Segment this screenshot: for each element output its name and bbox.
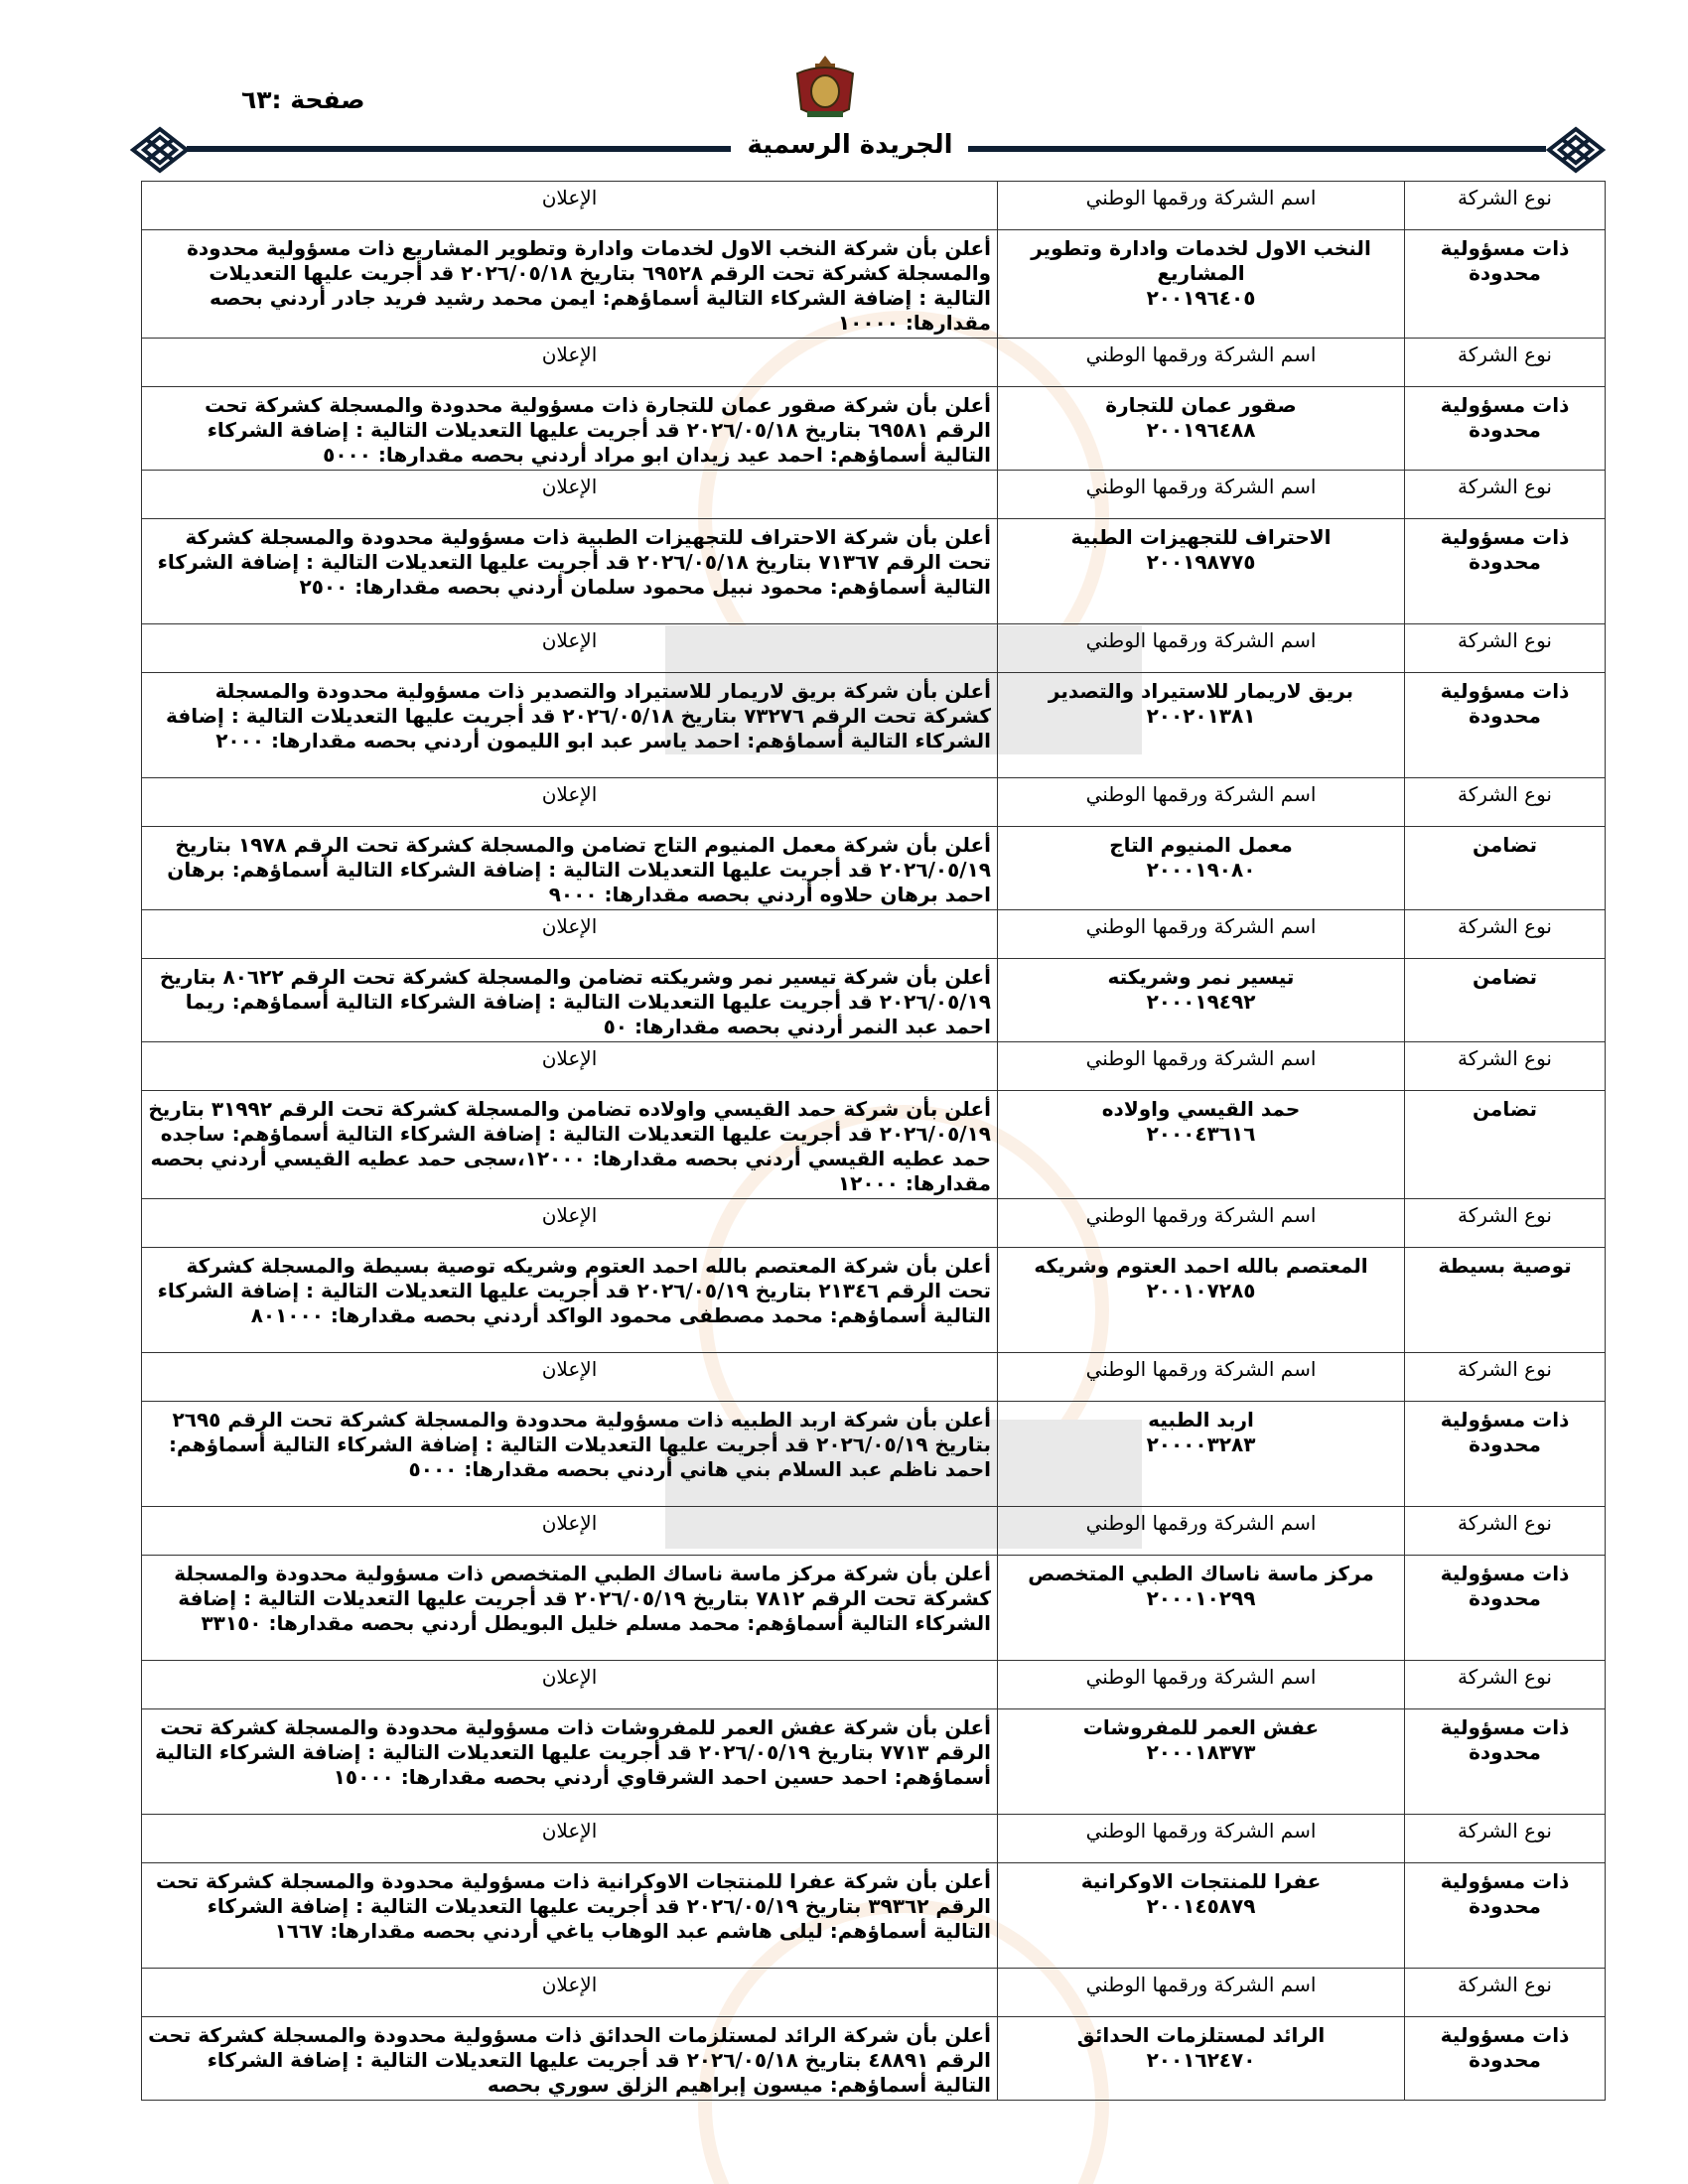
company-name: اربد الطبيه bbox=[1148, 1408, 1254, 1432]
header-name-label: اسم الشركة ورقمها الوطني bbox=[998, 1042, 1405, 1091]
company-name-cell bbox=[998, 1402, 1405, 1507]
announcement-row bbox=[142, 1863, 1606, 1969]
announcement-text: أعلن بأن شركة تيسير نمر وشريكته تضامن والمسجلة كشركة تحت الرقم ٨٠٦٢٢ بتاريخ ٢٠٢٦/٠٥/١٩ قد أجريت عليها التعديلات التالية : إضافة الشركاء التالية أسماؤهم: ريما احمد عبد النمر أردني بحصه مقدارها: ٥٠ bbox=[142, 959, 998, 1042]
ornament-knot-left bbox=[129, 125, 191, 175]
announcement-text: أعلن بأن شركة المعتصم بالله احمد العتوم وشريكه توصية بسيطة والمسجلة كشركة تحت الرقم ٢١٣٤٦ بتاريخ ٢٠٢٦/٠٥/١٩ قد أجريت عليها التعديلات التالية : إضافة الشركاء التالية أسماؤهم: محمد مصطفى محمود الواكد أردني بحصه مقدارها: ٨٠١٠٠٠ bbox=[142, 1248, 998, 1353]
header-row bbox=[142, 778, 1606, 827]
announcement-text: أعلن بأن شركة الاحتراف للتجهيزات الطبية ذات مسؤولية محدودة والمسجلة كشركة تحت الرقم ٧١٣٦٧ بتاريخ ٢٠٢٦/٠٥/١٨ قد أجريت عليها التعديلات التالية : إضافة الشركاء التالية أسماؤهم: محمود نبيل محمود سلمان أردني بحصه مقدارها: ٢٥٠٠ bbox=[142, 519, 998, 624]
header-name-label: اسم الشركة ورقمها الوطني bbox=[998, 1661, 1405, 1709]
company-name-cell bbox=[998, 959, 1405, 1042]
company-type: ذات مسؤولية محدودة bbox=[1405, 519, 1606, 624]
header-name-label: اسم الشركة ورقمها الوطني bbox=[998, 1815, 1405, 1863]
company-name: عفش العمر للمفروشات bbox=[1082, 1715, 1320, 1739]
header-announcement-label: الإعلان bbox=[142, 1661, 998, 1709]
page-number: صفحة :٦٣ bbox=[241, 85, 365, 114]
header-type-label: نوع الشركة bbox=[1405, 1042, 1606, 1091]
company-name-cell bbox=[998, 1091, 1405, 1199]
header-announcement-label: الإعلان bbox=[142, 778, 998, 827]
announcement-text: أعلن بأن شركة الرائد لمستلزمات الحدائق ذات مسؤولية محدودة والمسجلة كشركة تحت الرقم ٤٨٨٩١ بتاريخ ٢٠٢٦/٠٥/١٨ قد أجريت عليها التعديلات التالية : إضافة الشركاء التالية أسماؤهم: ميسون إبراهيم الزلق سوري بحصه bbox=[142, 2017, 998, 2101]
header-announcement-label: الإعلان bbox=[142, 624, 998, 673]
company-national-number: ٢٠٠٠١٩٤٩٢ bbox=[1146, 990, 1256, 1014]
header-row bbox=[142, 1969, 1606, 2017]
header-name-label: اسم الشركة ورقمها الوطني bbox=[998, 1969, 1405, 2017]
header-row bbox=[142, 1199, 1606, 1248]
header-rule-right bbox=[968, 146, 1546, 152]
header-announcement-label: الإعلان bbox=[142, 182, 998, 230]
header-row bbox=[142, 1815, 1606, 1863]
header-type-label: نوع الشركة bbox=[1405, 778, 1606, 827]
header-type-label: نوع الشركة bbox=[1405, 1661, 1606, 1709]
company-name: بريق لاريمار للاستيراد والتصدير bbox=[1048, 679, 1354, 703]
company-national-number: ٢٠٠٠١٨٣٧٣ bbox=[1146, 1740, 1256, 1764]
header-row bbox=[142, 182, 1606, 230]
company-national-number: ٢٠٠١٩٦٤٠٥ bbox=[1146, 286, 1256, 310]
header-name-label: اسم الشركة ورقمها الوطني bbox=[998, 778, 1405, 827]
header-name-label: اسم الشركة ورقمها الوطني bbox=[998, 471, 1405, 519]
company-type: ذات مسؤولية محدودة bbox=[1405, 1863, 1606, 1969]
header-rule-left bbox=[187, 146, 731, 152]
company-name: المعتصم بالله احمد العتوم وشريكه bbox=[1034, 1254, 1368, 1278]
header-announcement-label: الإعلان bbox=[142, 1042, 998, 1091]
announcement-text: أعلن بأن شركة عفش العمر للمفروشات ذات مسؤولية محدودة والمسجلة كشركة تحت الرقم ٧٧١٣ بتاريخ ٢٠٢٦/٠٥/١٩ قد أجريت عليها التعديلات التالية : إضافة الشركاء التالية أسماؤهم: احمد حسين احمد الشرقاوي أردني بحصه مقدارها: ١٥٠٠٠ bbox=[142, 1709, 998, 1815]
header-name-label: اسم الشركة ورقمها الوطني bbox=[998, 339, 1405, 387]
header-announcement-label: الإعلان bbox=[142, 339, 998, 387]
company-national-number: ٢٠٠٠٠٣٢٨٣ bbox=[1146, 1433, 1256, 1456]
header-row bbox=[142, 1353, 1606, 1402]
header-name-label: اسم الشركة ورقمها الوطني bbox=[998, 182, 1405, 230]
company-name: تيسير نمر وشريكته bbox=[1107, 965, 1295, 989]
company-type: تضامن bbox=[1405, 959, 1606, 1042]
header-type-label: نوع الشركة bbox=[1405, 471, 1606, 519]
company-name: صقور عمان للتجارة bbox=[1105, 393, 1297, 417]
company-name: مركز ماسة ناساك الطبي المتخصص bbox=[1028, 1562, 1374, 1585]
company-national-number: ٢٠٠٢٠١٣٨١ bbox=[1146, 704, 1256, 728]
header-announcement-label: الإعلان bbox=[142, 1507, 998, 1556]
header-announcement-label: الإعلان bbox=[142, 1969, 998, 2017]
company-type: ذات مسؤولية محدودة bbox=[1405, 230, 1606, 339]
company-national-number: ٢٠٠١٤٥٨٧٩ bbox=[1146, 1894, 1256, 1918]
header-name-label: اسم الشركة ورقمها الوطني bbox=[998, 1507, 1405, 1556]
ornament-knot-right bbox=[1545, 125, 1607, 175]
announcement-row bbox=[142, 673, 1606, 778]
header-type-label: نوع الشركة bbox=[1405, 624, 1606, 673]
header-name-label: اسم الشركة ورقمها الوطني bbox=[998, 624, 1405, 673]
company-name-cell bbox=[998, 230, 1405, 339]
company-name-cell bbox=[998, 673, 1405, 778]
announcement-text: أعلن بأن شركة بريق لاريمار للاستيراد والتصدير ذات مسؤولية محدودة والمسجلة كشركة تحت الرقم ٧٣٢٧٦ بتاريخ ٢٠٢٦/٠٥/١٨ قد أجريت عليها التعديلات التالية : إضافة الشركاء التالية أسماؤهم: احمد ياسر عبد ابو الليمون أردني بحصه مقدارها: ٢٠٠٠ bbox=[142, 673, 998, 778]
coat-of-arms-emblem bbox=[789, 52, 861, 123]
announcement-row bbox=[142, 1091, 1606, 1199]
announcement-row bbox=[142, 1709, 1606, 1815]
header-type-label: نوع الشركة bbox=[1405, 1353, 1606, 1402]
company-national-number: ٢٠٠١٦٢٤٧٠ bbox=[1146, 2048, 1256, 2072]
company-national-number: ٢٠٠٠١٩٠٨٠ bbox=[1146, 858, 1256, 882]
header-type-label: نوع الشركة bbox=[1405, 1199, 1606, 1248]
header-row bbox=[142, 1661, 1606, 1709]
company-name-cell bbox=[998, 519, 1405, 624]
announcement-row bbox=[142, 959, 1606, 1042]
header-announcement-label: الإعلان bbox=[142, 1199, 998, 1248]
company-type: ذات مسؤولية محدودة bbox=[1405, 673, 1606, 778]
announcement-row bbox=[142, 1402, 1606, 1507]
announcement-row bbox=[142, 387, 1606, 471]
gazette-title: الجريدة الرسمية bbox=[747, 130, 953, 160]
announcement-text: أعلن بأن شركة مركز ماسة ناساك الطبي المتخصص ذات مسؤولية محدودة والمسجلة كشركة تحت الرقم ٧٨١٢ بتاريخ ٢٠٢٦/٠٥/١٩ قد أجريت عليها التعديلات التالية : إضافة الشركاء التالية أسماؤهم: محمد مسلم خليل البويطل أردني بحصه مقدارها: ٣٣١٥٠ bbox=[142, 1556, 998, 1661]
header-type-label: نوع الشركة bbox=[1405, 182, 1606, 230]
company-name-cell bbox=[998, 1248, 1405, 1353]
company-name: عفرا للمنتجات الاوكرانية bbox=[1080, 1869, 1322, 1893]
header-announcement-label: الإعلان bbox=[142, 1815, 998, 1863]
announcement-text: أعلن بأن شركة اربد الطبيه ذات مسؤولية محدودة والمسجلة كشركة تحت الرقم ٢٦٩٥ بتاريخ ٢٠٢٦/٠٥/١٩ قد أجريت عليها التعديلات التالية : إضافة الشركاء التالية أسماؤهم: احمد ناظم عبد السلام بني هاني أردني بحصه مقدارها: ٥٠٠٠ bbox=[142, 1402, 998, 1507]
company-national-number: ٢٠٠١٠٧٢٨٥ bbox=[1146, 1279, 1256, 1302]
company-name: الاحتراف للتجهيزات الطبية bbox=[1070, 525, 1332, 549]
company-type: ذات مسؤولية محدودة bbox=[1405, 387, 1606, 471]
header-type-label: نوع الشركة bbox=[1405, 339, 1606, 387]
header-row bbox=[142, 1507, 1606, 1556]
announcement-text: أعلن بأن شركة حمد القيسي واولاده تضامن والمسجلة كشركة تحت الرقم ٣١٩٩٢ بتاريخ ٢٠٢٦/٠٥/١٩ قد أجريت عليها التعديلات التالية : إضافة الشركاء التالية أسماؤهم: ساجده حمد عطيه القيسي أردني بحصه مقدارها: ١٢٠٠٠،سجى حمد عطيه القيسي أردني بحصه مقدارها: ١٢٠٠٠ bbox=[142, 1091, 998, 1199]
header-row bbox=[142, 1042, 1606, 1091]
announcement-text: أعلن بأن شركة معمل المنيوم التاج تضامن والمسجلة كشركة تحت الرقم ١٩٧٨ بتاريخ ٢٠٢٦/٠٥/١٩ قد أجريت عليها التعديلات التالية : إضافة الشركاء التالية أسماؤهم: برهان احمد برهان حلاوه أردني بحصه مقدارها: ٩٠٠٠ bbox=[142, 827, 998, 910]
company-name-cell bbox=[998, 1863, 1405, 1969]
company-national-number: ٢٠٠١٩٨٧٧٥ bbox=[1146, 550, 1256, 574]
company-name: معمل المنيوم التاج bbox=[1109, 833, 1293, 857]
company-name-cell bbox=[998, 387, 1405, 471]
header-name-label: اسم الشركة ورقمها الوطني bbox=[998, 1353, 1405, 1402]
company-national-number: ٢٠٠١٩٦٤٨٨ bbox=[1146, 418, 1256, 442]
company-name-cell bbox=[998, 1709, 1405, 1815]
company-type: ذات مسؤولية محدودة bbox=[1405, 1709, 1606, 1815]
announcement-text: أعلن بأن شركة صقور عمان للتجارة ذات مسؤولية محدودة والمسجلة كشركة تحت الرقم ٦٩٥٨١ بتاريخ ٢٠٢٦/٠٥/١٨ قد أجريت عليها التعديلات التالية : إضافة الشركاء التالية أسماؤهم: احمد عيد زيدان ابو مراد أردني بحصه مقدارها: ٥٠٠٠ bbox=[142, 387, 998, 471]
announcement-row bbox=[142, 230, 1606, 339]
header-row bbox=[142, 624, 1606, 673]
announcement-row bbox=[142, 2017, 1606, 2101]
company-type: توصية بسيطة bbox=[1405, 1248, 1606, 1353]
header-type-label: نوع الشركة bbox=[1405, 1969, 1606, 2017]
announcement-text: أعلن بأن شركة عفرا للمنتجات الاوكرانية ذات مسؤولية محدودة والمسجلة كشركة تحت الرقم ٣٩٣٦٢ بتاريخ ٢٠٢٦/٠٥/١٩ قد أجريت عليها التعديلات التالية : إضافة الشركاء التالية أسماؤهم: ليلى هاشم عبد الوهاب ياغي أردني بحصه مقدارها: ١٦٦٧ bbox=[142, 1863, 998, 1969]
company-name-cell bbox=[998, 827, 1405, 910]
company-name: الرائد لمستلزمات الحدائق bbox=[1076, 2023, 1326, 2047]
header-name-label: اسم الشركة ورقمها الوطني bbox=[998, 1199, 1405, 1248]
announcement-row bbox=[142, 1248, 1606, 1353]
header-row bbox=[142, 471, 1606, 519]
company-name-cell bbox=[998, 1556, 1405, 1661]
company-national-number: ٢٠٠٠١٠٢٩٩ bbox=[1146, 1586, 1256, 1610]
company-national-number: ٢٠٠٠٤٣٦١٦ bbox=[1146, 1122, 1256, 1146]
header-type-label: نوع الشركة bbox=[1405, 1507, 1606, 1556]
company-type: ذات مسؤولية محدودة bbox=[1405, 2017, 1606, 2101]
announcement-row bbox=[142, 827, 1606, 910]
announcements-table bbox=[141, 181, 1606, 2101]
company-type: ذات مسؤولية محدودة bbox=[1405, 1402, 1606, 1507]
company-name: حمد القيسي واولاده bbox=[1101, 1097, 1301, 1121]
announcement-text: أعلن بأن شركة النخب الاول لخدمات وادارة وتطوير المشاريع ذات مسؤولية محدودة والمسجلة كشركة تحت الرقم ٦٩٥٢٨ بتاريخ ٢٠٢٦/٠٥/١٨ قد أجريت عليها التعديلات التالية : إضافة الشركاء التالية أسماؤهم: ايمن محمد رشيد فريد جادر أردني بحصه مقدارها: ١٠٠٠٠ bbox=[142, 230, 998, 339]
company-type: ذات مسؤولية محدودة bbox=[1405, 1556, 1606, 1661]
header-type-label: نوع الشركة bbox=[1405, 1815, 1606, 1863]
header-row bbox=[142, 910, 1606, 959]
company-name: النخب الاول لخدمات وادارة وتطوير المشاريع bbox=[1031, 236, 1371, 285]
header-announcement-label: الإعلان bbox=[142, 1353, 998, 1402]
company-type: تضامن bbox=[1405, 1091, 1606, 1199]
announcement-row bbox=[142, 519, 1606, 624]
announcement-row bbox=[142, 1556, 1606, 1661]
header-type-label: نوع الشركة bbox=[1405, 910, 1606, 959]
header-announcement-label: الإعلان bbox=[142, 471, 998, 519]
header-announcement-label: الإعلان bbox=[142, 910, 998, 959]
company-type: تضامن bbox=[1405, 827, 1606, 910]
company-name-cell bbox=[998, 2017, 1405, 2101]
announcements-table-body bbox=[142, 182, 1606, 2101]
header-name-label: اسم الشركة ورقمها الوطني bbox=[998, 910, 1405, 959]
header-row bbox=[142, 339, 1606, 387]
